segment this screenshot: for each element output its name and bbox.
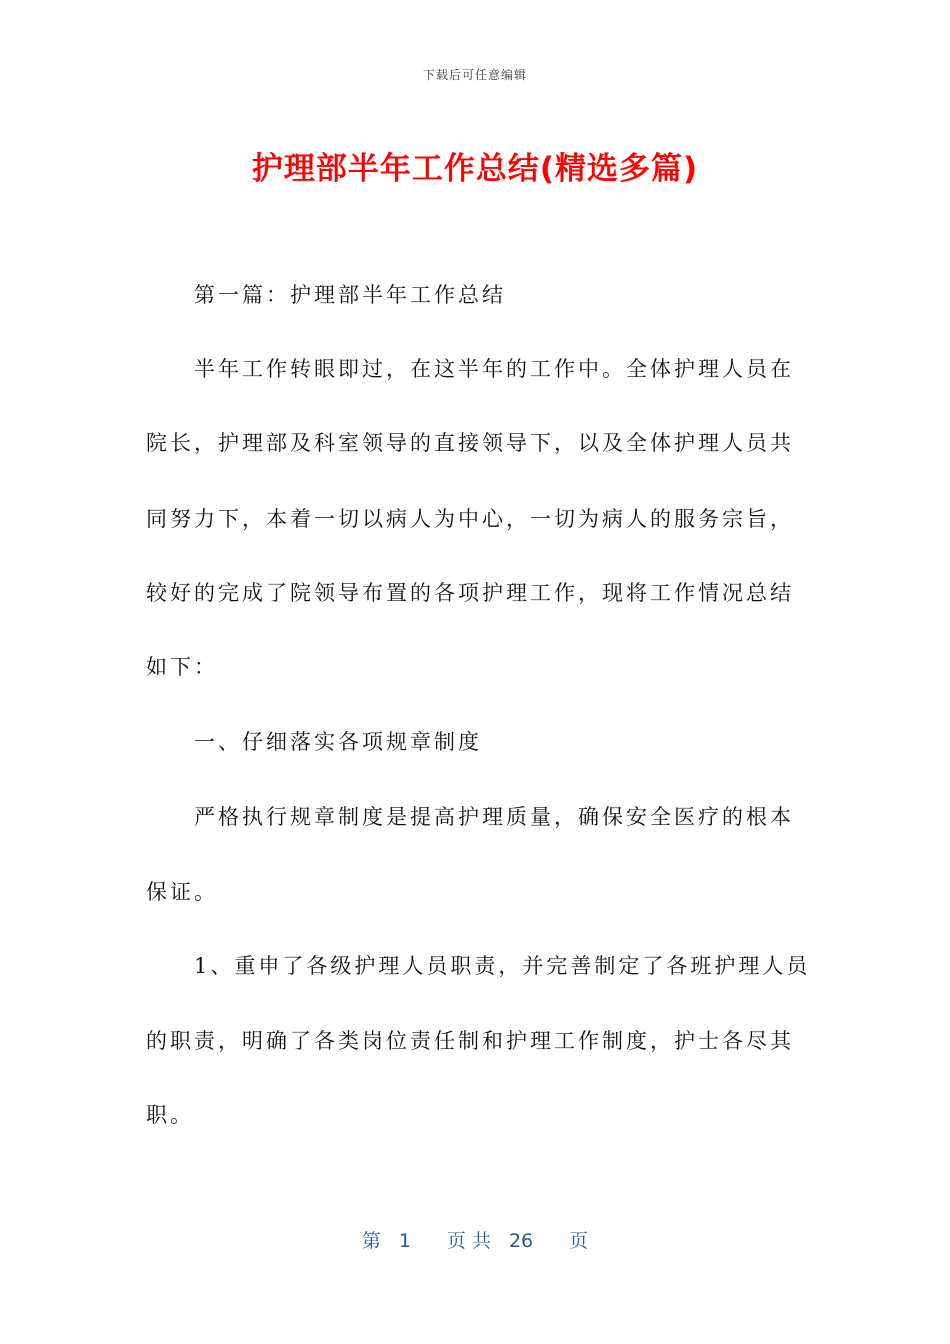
paragraph-line: 1、重申了各级护理人员职责，并完善制定了各班护理人员 <box>194 954 811 978</box>
page-footer <box>0 1226 950 1253</box>
footer-page-word: 第 <box>361 1230 381 1252</box>
paragraph-line: 如下： <box>146 655 218 679</box>
paragraph-line: 同努力下，本着一切以病人为中心，一切为病人的服务宗旨， <box>146 507 794 531</box>
paragraph-line: 的职责，明确了各类岗位责任制和护理工作制度，护士各尽其 <box>146 1029 794 1053</box>
footer-page-number: 1 <box>398 1230 411 1252</box>
footer-total-suffix: 页 <box>569 1230 589 1252</box>
paragraph-line: 保证。 <box>146 880 218 904</box>
paragraph-line: 院长，护理部及科室领导的直接领导下，以及全体护理人员共 <box>146 431 794 455</box>
paragraph-line: 职。 <box>146 1103 194 1127</box>
paragraph-line: 半年工作转眼即过，在这半年的工作中。全体护理人员在 <box>194 357 794 381</box>
header-note: 下载后可任意编辑 <box>422 68 527 82</box>
subsection-heading: 一、仔细落实各项规章制度 <box>194 730 482 754</box>
footer-total-pages: 26 <box>508 1230 534 1252</box>
section-heading: 第一篇：护理部半年工作总结 <box>194 283 506 307</box>
paragraph-line: 较好的完成了院领导布置的各项护理工作，现将工作情况总结 <box>146 581 794 605</box>
document-title: 护理部半年工作总结(精选多篇) <box>251 151 699 187</box>
footer-page-suffix: 页 共 <box>446 1230 491 1252</box>
paragraph-line: 严格执行规章制度是提高护理质量，确保安全医疗的根本 <box>194 805 794 829</box>
